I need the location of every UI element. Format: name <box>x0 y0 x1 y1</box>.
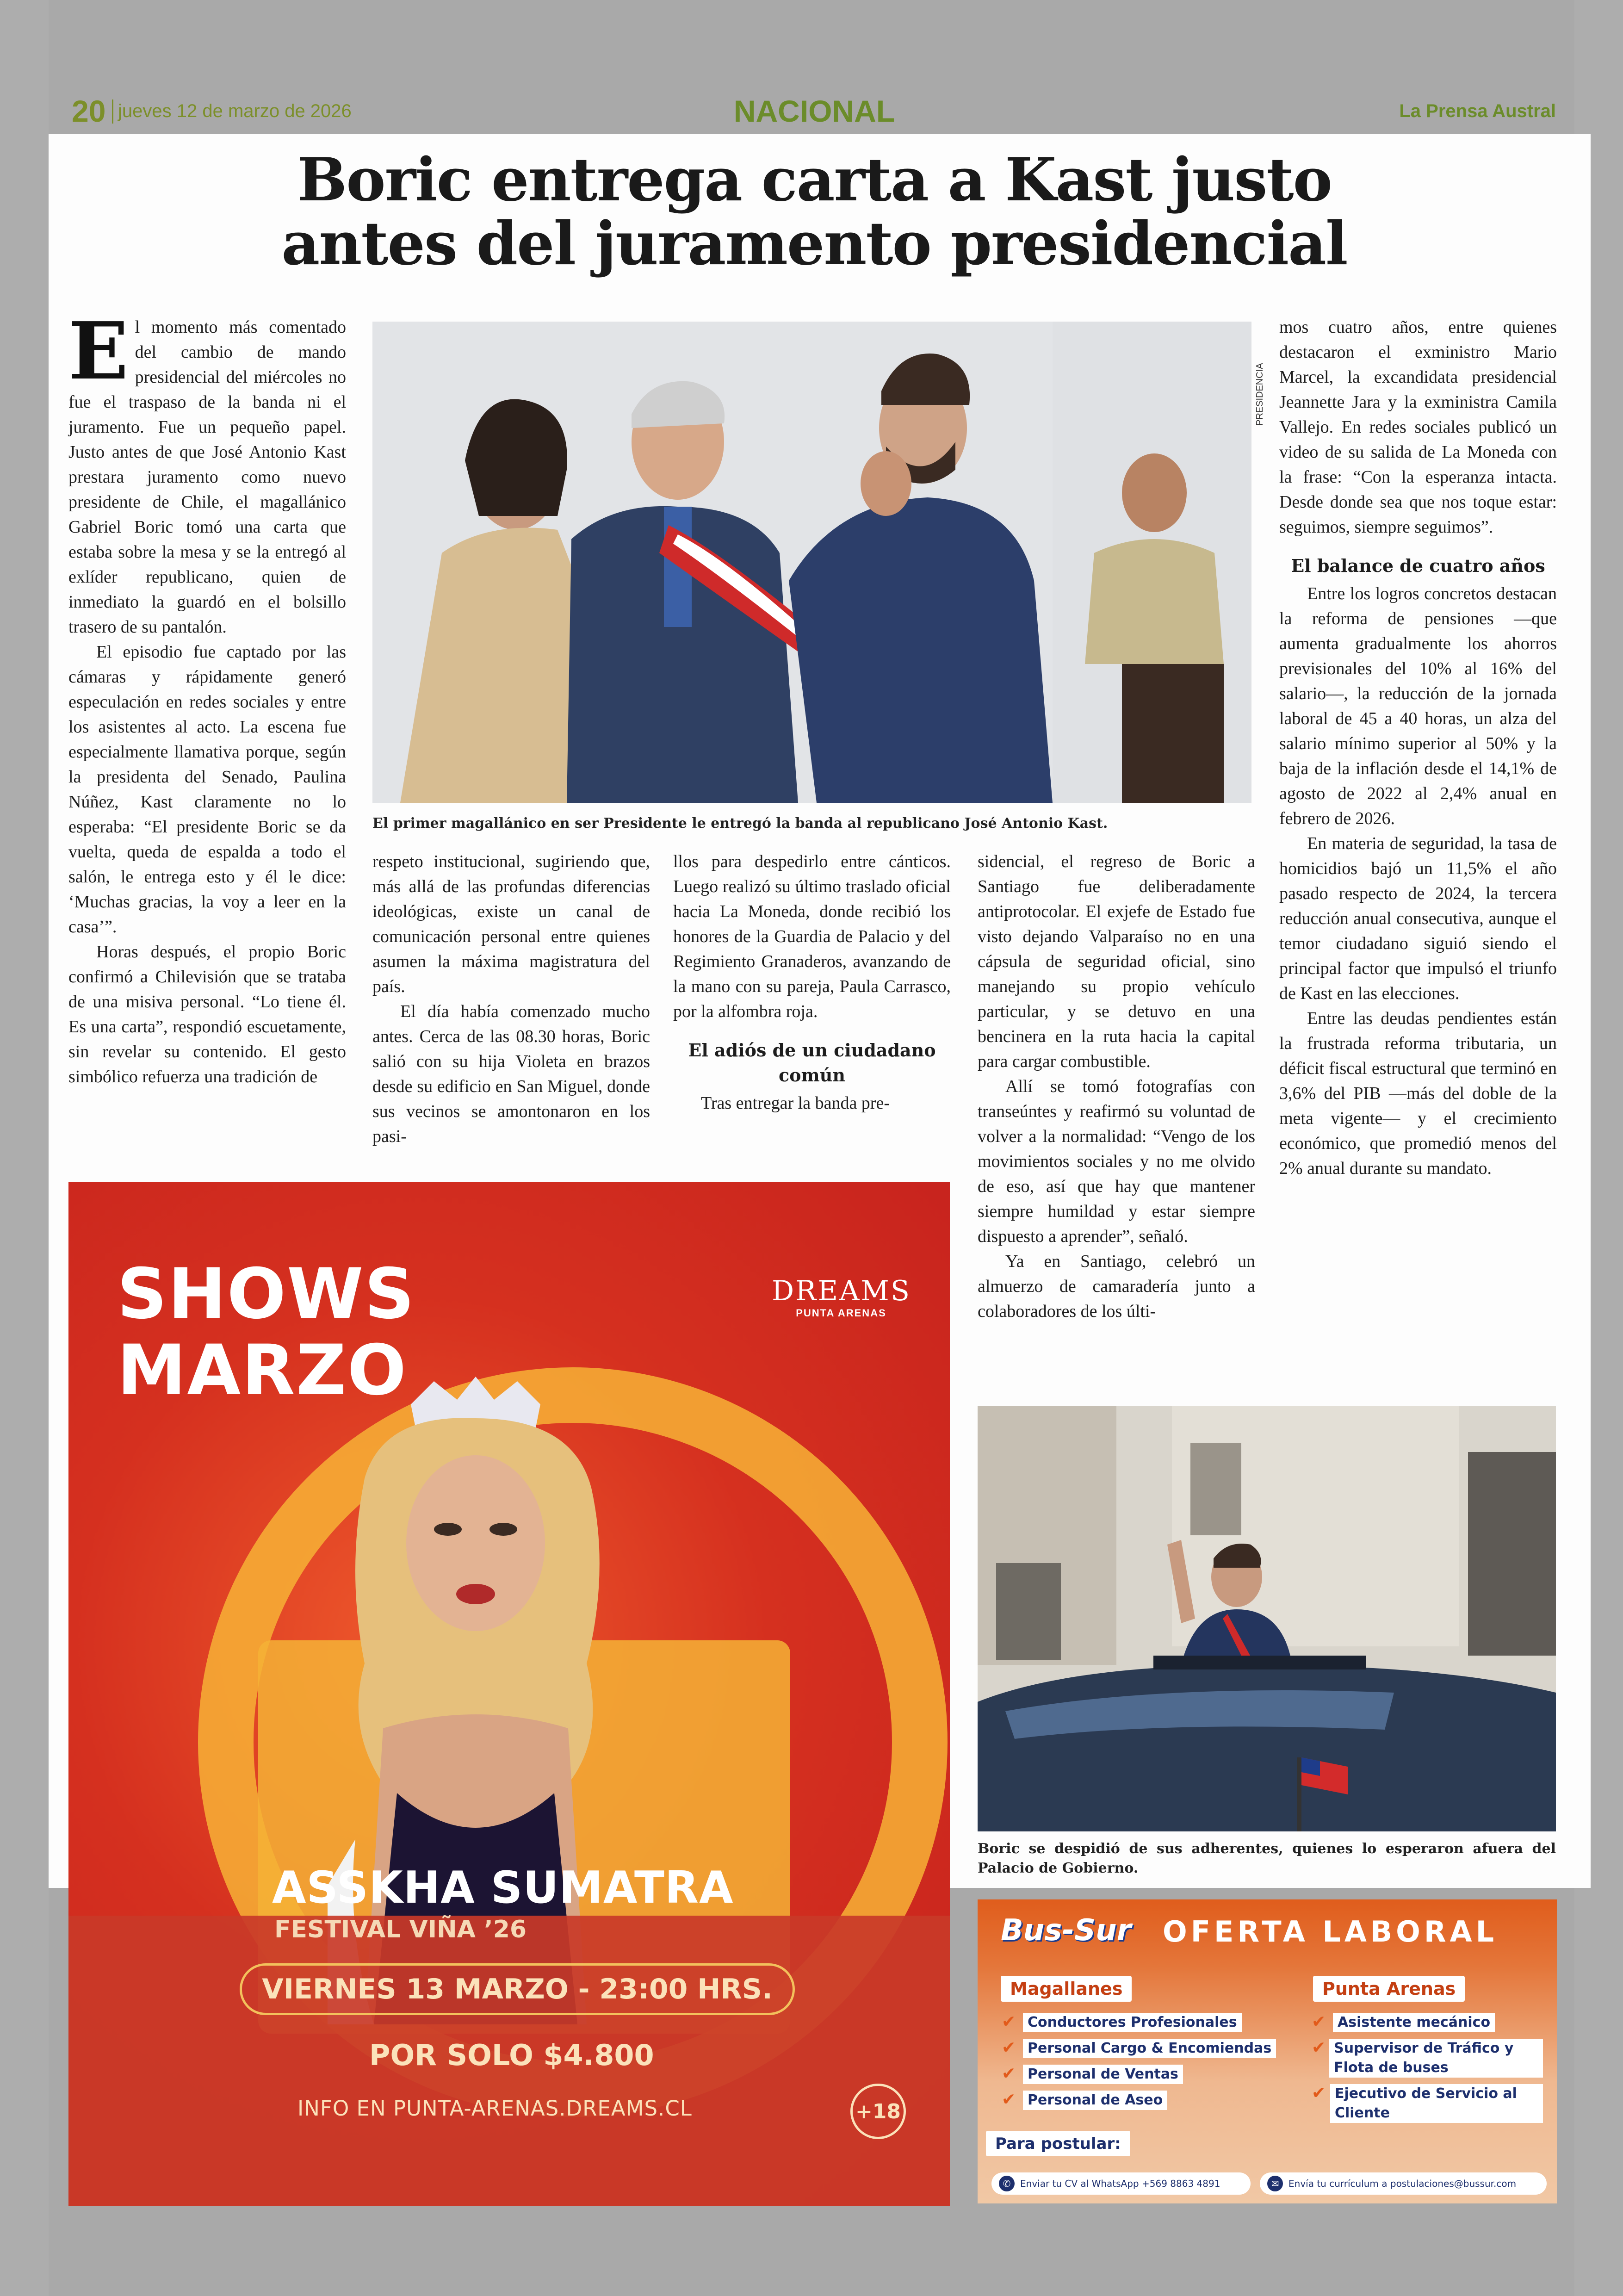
ticket-price: POR SOLO $4.800 <box>369 2038 654 2072</box>
paragraph: En materia de seguridad, la tasa de homicidios bajó un 11,5% el año pasado respecto de 2024, la tercera reducción anual consecutiva, aunque el temor ciudadano siguió siendo el principal factor que impulsó el triunfo de Kast en las elecciones. <box>1279 834 1557 1003</box>
photo-band-handover <box>372 322 1251 803</box>
list-item <box>1002 2065 1298 2084</box>
check-icon: ✔ <box>1002 2090 1016 2109</box>
photo-credit: PRESIDENCIA <box>1255 363 1265 426</box>
check-icon: ✔ <box>1312 2038 1326 2057</box>
list-item <box>1312 2013 1543 2032</box>
paragraph: Ya en Santiago, celebró un almuerzo de camaradería junto a colaboradores de los últi- <box>978 1252 1255 1321</box>
check-icon: ✔ <box>1002 2012 1016 2031</box>
photo-illustration <box>372 322 1251 803</box>
whatsapp-contact[interactable] <box>991 2172 1251 2195</box>
article-column-1 <box>68 305 346 1089</box>
artist-name: ASSKHA SUMATRA <box>272 1862 734 1913</box>
paragraph: Entre las deudas pendientes están la frustrada reforma tributaria, un déficit fiscal estructural que terminó en 3,6% del PIB —más del doble de la meta vigente— y el crecimiento económico, que promedió menos del 2% anual durante su mandato. <box>1279 1009 1557 1178</box>
job-title: Ejecutivo de Servicio al Cliente <box>1330 2084 1543 2123</box>
festival-label: FESTIVAL VIÑA ’26 <box>274 1916 527 1943</box>
paragraph: llos para despedirlo entre cánticos. Luego realizó su último traslado oficial hacia La Moneda, donde recibió los honores de la Guardia de Palacio y del Regimiento Granaderos, avanzando de la mano con su pareja, Paula Carrasco, por la alfombra roja. <box>673 852 951 1021</box>
email-contact[interactable] <box>1260 2172 1547 2195</box>
job-list-punta-arenas <box>1312 2013 1543 2129</box>
paragraph: Tras entregar la banda pre- <box>701 1093 890 1113</box>
advertisement-dreams[interactable] <box>68 1182 950 2206</box>
job-list-magallanes <box>1002 2013 1298 2116</box>
photo-caption: El primer magallánico en ser Presidente le entregó la banda al republicano José Antonio Kast. <box>372 815 1108 832</box>
list-item <box>1312 2039 1543 2078</box>
email-text: Envía tu currículum a postulaciones@bussur.com <box>1288 2178 1517 2189</box>
section-title: NACIONAL <box>733 94 895 128</box>
job-title: Personal de Ventas <box>1023 2065 1183 2084</box>
job-title: Asistente mecánico <box>1333 2013 1495 2032</box>
check-icon: ✔ <box>1312 2012 1326 2031</box>
page-number: 20 <box>72 94 106 128</box>
list-item <box>1002 2091 1298 2110</box>
event-date: VIERNES 13 MARZO - 23:00 HRS. <box>240 1963 795 2015</box>
logo-subtext: PUNTA ARENAS <box>796 1307 886 1319</box>
article-column-3 <box>673 849 951 1116</box>
list-item <box>1002 2013 1298 2032</box>
whatsapp-icon: ✆ <box>999 2176 1015 2191</box>
paragraph: El día había comenzado mucho antes. Cerca de las 08.30 horas, Boric salió con su hija Violeta en brazos desde su edificio en San Miguel, donde sus vecinos se amontonaron en los pasi- <box>372 1002 650 1146</box>
photo-illustration <box>978 1406 1556 1831</box>
age-rating-badge: +18 <box>850 2084 906 2139</box>
logo-text: DREAMS <box>772 1275 911 1307</box>
heading-punta-arenas: Punta Arenas <box>1313 1976 1465 2002</box>
article-headline: Boric entrega carta a Kast justo antes del juramento presidencial <box>281 145 1347 279</box>
check-icon: ✔ <box>1002 2038 1016 2057</box>
dreams-logo <box>772 1275 911 1319</box>
newspaper-name: La Prensa Austral <box>1399 100 1556 121</box>
heading-magallanes: Magallanes <box>1001 1976 1132 2002</box>
job-title: Supervisor de Tráfico y Flota de buses <box>1329 2039 1543 2078</box>
paragraph: Entre los logros concretos destacan la reforma de pensiones —que aumenta gradualmente los ahorros previsionales del 10% al 16% del salario—, la reducción de la jornada laboral de 45 a 40 horas, un alza del salario mínimo superior al 50% y la baja de la inflación desde el 14,1% de agosto de 2022 al 2,4% anual en febrero de 2026. <box>1279 584 1557 828</box>
whatsapp-text: Enviar tu CV al WhatsApp +569 8863 4891 <box>1020 2178 1220 2189</box>
subheading: El balance de cuatro años <box>1291 555 1545 576</box>
list-item <box>1002 2039 1298 2058</box>
apply-label: Para postular: <box>986 2131 1130 2156</box>
job-title: Conductores Profesionales <box>1023 2013 1242 2032</box>
paragraph: El episodio fue captado por las cámaras y rápidamente generó especulación en redes sociales y entre los asistentes al acto. La escena fue especialmente llamativa porque, según la presidenta del Senado, Paulina Núñez, Kast claramente no lo esperaba: “El presidente Boric se da vuelta, queda de espalda a todo el salón, le entrega esto y él le dice: ‘Muchas gracias, la voy a leer en la casa’”. <box>68 642 346 937</box>
email-icon: ✉ <box>1267 2176 1283 2191</box>
ad-title-line: MARZO <box>117 1330 408 1411</box>
header-separator <box>112 99 113 124</box>
article-column-4 <box>978 849 1255 1324</box>
paragraph: l momento más comentado del cambio de mando presidencial del miércoles no fue el traspaso de la banda ni el juramento. Fue un pequeño papel. Justo antes de que José Antonio Kast prestara juramento como nuevo presidente de Chile, el magallánico Gabriel Boric tomó una carta que estaba sobre la mesa y se la entregó al exlíder republicano, quien de inmediato la guardó en el bolsillo trasero de su pantalón. <box>68 317 346 637</box>
check-icon: ✔ <box>1312 2084 1326 2103</box>
info-link[interactable]: INFO EN PUNTA-ARENAS.DREAMS.CL <box>297 2096 692 2121</box>
ad-title-line: SHOWS <box>117 1254 415 1334</box>
article-column-2 <box>372 849 650 1149</box>
paragraph: respeto institucional, sugiriendo que, más allá de las profundas diferencias ideológicas, existe un canal de comunicación personal entre quienes asumen la máxima magistratura del país. <box>372 852 650 996</box>
paragraph: sidencial, el regreso de Boric a Santiago fue deliberadamente antiprotocolar. El exjefe de Estado fue visto dejando Valparaíso no en una cápsula de seguridad oficial, sino manejando su propio vehículo particular, y se detuvo en una bencinera en la ruta hacia la capital para cargar combustible. <box>978 852 1255 1071</box>
list-item <box>1312 2084 1543 2123</box>
paragraph: mos cuatro años, entre quienes destacaron el exministro Mario Marcel, la excandidata presidencial Jeannette Jara y la exministra Camila Vallejo. En redes sociales publicó un video de su salida de La Moneda con la frase: “Con la esperanza intacta. Desde donde sea que nos toque estar: seguimos, siempre seguimos”. <box>1279 317 1557 537</box>
check-icon: ✔ <box>1002 2064 1016 2083</box>
bus-sur-logo: Bus-Sur <box>1001 1913 1132 1948</box>
page-date: jueves 12 de marzo de 2026 <box>118 100 352 121</box>
paragraph: Horas después, el propio Boric confirmó a Chilevisión que se trataba de una misiva personal. “Lo tiene él. Es una carta”, respondió escuetamente, sin revelar su contenido. El gesto simbólico refuerza una tradición de <box>68 942 346 1086</box>
paragraph: Allí se tomó fotografías con transeúntes y reafirmó su voluntad de volver a la normalidad: “Vengo de los movimientos sociales y no me olvido de eso, así que hay que mantener siempre humildad y estar siempre dispuesto a aprender”, señaló. <box>978 1077 1255 1246</box>
job-title: Personal Cargo & Encomiendas <box>1023 2039 1276 2058</box>
photo-caption: Boric se despidió de sus adherentes, quienes lo esperaron afuera del Palacio de Gobierno. <box>978 1841 1556 1876</box>
drop-cap: E <box>68 305 129 397</box>
article-column-5 <box>1279 315 1557 1181</box>
photo-farewell <box>978 1406 1556 1831</box>
ad-title: OFERTA LABORAL <box>1163 1915 1498 1948</box>
job-title: Personal de Aseo <box>1023 2091 1167 2110</box>
subheading: El adiós de un ciudadano común <box>688 1040 936 1086</box>
advertisement-bus-sur[interactable] <box>978 1899 1557 2203</box>
